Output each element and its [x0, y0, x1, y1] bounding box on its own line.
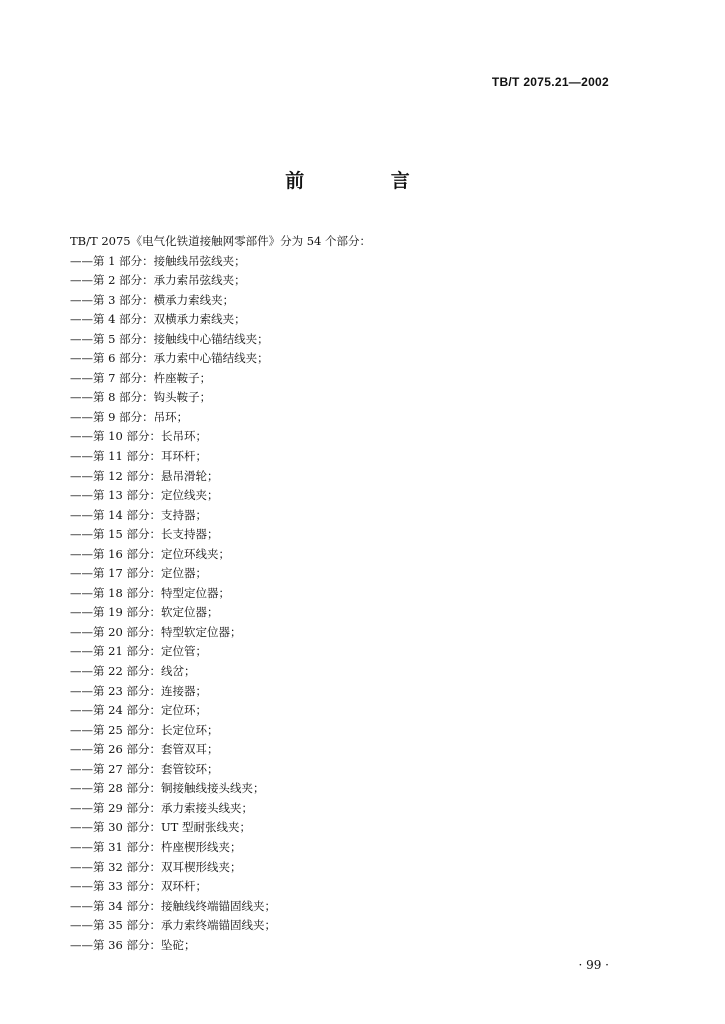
list-item: ——第 18 部分：特型定位器；: [70, 585, 230, 600]
list-item: ——第 2 部分：承力索吊弦线夹；: [70, 273, 246, 288]
list-item: ——第 20 部分：特型软定位器；: [70, 624, 242, 639]
list-item: ——第 23 部分：连接器；: [70, 683, 207, 698]
list-item: ——第 12 部分：悬吊滑轮；: [70, 468, 219, 483]
list-item: ——第 14 部分：支持器；: [70, 507, 207, 522]
list-item: ——第 10 部分：长吊环；: [70, 429, 207, 444]
list-item: ——第 15 部分：长支持器；: [70, 527, 219, 542]
list-item: ——第 33 部分：双环杆；: [70, 879, 207, 894]
parts-list: [70, 252, 630, 956]
page-title: 前 言: [285, 170, 450, 192]
list-item: ——第 17 部分：定位器；: [70, 566, 207, 581]
list-item: ——第 4 部分：双横承力索线夹；: [70, 312, 246, 327]
list-item: ——第 16 部分：定位环线夹；: [70, 546, 230, 561]
list-item: ——第 21 部分：定位管；: [70, 644, 207, 659]
list-item: ——第 13 部分：定位线夹；: [70, 488, 219, 503]
page-number: · 99 ·: [578, 958, 609, 972]
list-item: ——第 6 部分：承力索中心锚结线夹；: [70, 351, 269, 366]
list-item: ——第 3 部分：横承力索线夹；: [70, 292, 235, 307]
list-item: ——第 9 部分：吊环；: [70, 409, 189, 424]
list-item: ——第 24 部分：定位环；: [70, 703, 207, 718]
list-item: ——第 27 部分：套管铰环；: [70, 761, 219, 776]
list-item: ——第 25 部分：长定位环；: [70, 722, 219, 737]
list-item: ——第 11 部分：耳环杆；: [70, 449, 207, 464]
list-item: ——第 32 部分：双耳楔形线夹；: [70, 859, 242, 874]
list-item: ——第 1 部分：接触线吊弦线夹；: [70, 253, 246, 268]
document-body: [70, 232, 630, 955]
list-item: ——第 35 部分：承力索终端锚固线夹；: [70, 918, 276, 933]
list-item: ——第 34 部分：接触线终端锚固线夹；: [70, 898, 276, 913]
list-item: ——第 31 部分：杵座楔形线夹；: [70, 839, 242, 854]
list-item: ——第 19 部分：软定位器；: [70, 605, 219, 620]
standard-code: TB/T 2075.21—2002: [491, 75, 609, 89]
list-item: ——第 29 部分：承力索接头线夹；: [70, 800, 253, 815]
list-item: ——第 28 部分：铜接触线接头线夹；: [70, 781, 265, 796]
list-item: ——第 7 部分：杵座鞍子；: [70, 370, 212, 385]
list-item: ——第 30 部分：UT 型耐张线夹；: [70, 820, 251, 835]
list-item: ——第 26 部分：套管双耳；: [70, 742, 219, 757]
list-item: ——第 8 部分：钩头鞍子；: [70, 390, 212, 405]
list-item: ——第 36 部分：坠砣；: [70, 937, 196, 952]
list-item: ——第 5 部分：接触线中心锚结线夹；: [70, 331, 269, 346]
list-item: ——第 22 部分：线岔；: [70, 664, 196, 679]
intro-paragraph: TB/T 2075《电气化铁道接触网零部件》分为 54 个部分：: [70, 234, 372, 248]
